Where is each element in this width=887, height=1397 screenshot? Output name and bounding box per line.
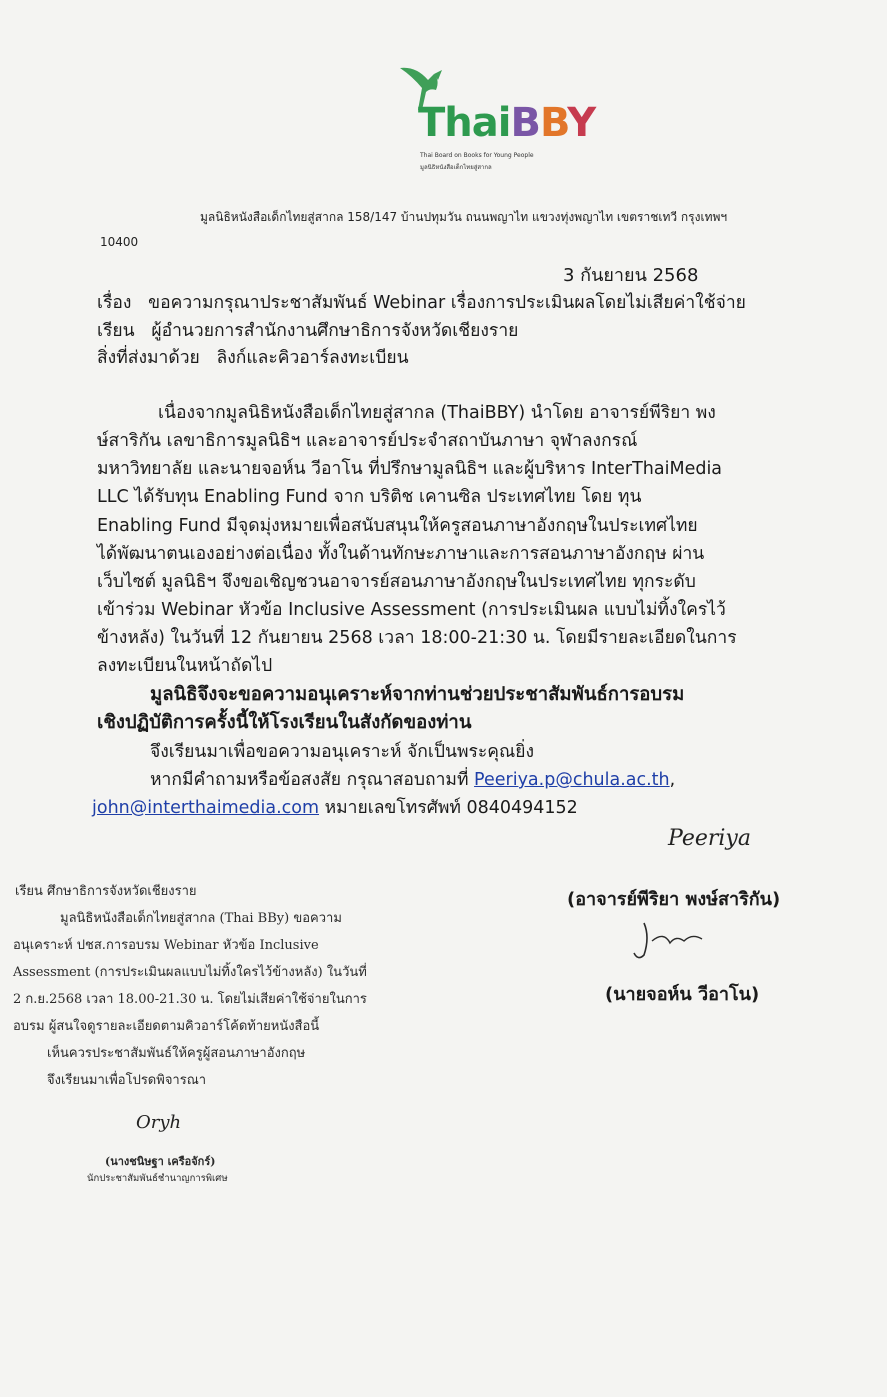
logo-tagline-en: Thai Board on Books for Young People <box>420 152 534 159</box>
memo-line: จึงเรียนมาเพื่อโปรดพิจารณา <box>47 1073 207 1088</box>
enclosure-label: สิ่งที่ส่งมาด้วย <box>97 348 200 368</box>
body-line: ข้างหลัง) ในวันที่ 12 กันยายน 2568 เวลา 18:00-21:30 น. โดยมีรายละเอียดในการ <box>97 628 737 648</box>
body-line: ษ์สาริกัน เลขาธิการมูลนิธิฯ และอาจารย์ประจำสถาบันภาษา จุฬาลงกรณ์ <box>97 431 638 451</box>
request-line-1: มูลนิธิจึงจะขอความอนุเคราะห์จากท่านช่วยประชาสัมพันธ์การอบรม <box>150 684 685 705</box>
email-link-john[interactable]: john@interthaimedia.com <box>92 798 320 818</box>
memo-line: เห็นควรประชาสัมพันธ์ให้ครูผู้สอนภาษาอังกฤษ <box>47 1046 306 1061</box>
logo-wordmark: ThaiBBY <box>418 100 596 146</box>
to-row <box>97 316 518 344</box>
body-line: เข้าร่วม Webinar หัวข้อ Inclusive Assessment (การประเมินผล แบบไม่ทิ้งใครไว้ <box>97 600 726 620</box>
to-text: ผู้อำนวยการสำนักงานศึกษาธิการจังหวัดเชียงราย <box>151 321 519 341</box>
memo-line: เรียน ศึกษาธิการจังหวัดเชียงราย <box>15 884 197 899</box>
memo-signature: Oryh <box>136 1112 182 1133</box>
memo-line: อบรม ผู้สนใจดูรายละเอียดตามคิวอาร์โค้ดท้ายหนังสือนี้ <box>13 1019 320 1034</box>
enclosure-text: ลิงก์และคิวอาร์ลงทะเบียน <box>216 348 409 368</box>
memo-line: Assessment (การประเมินผลแบบไม่ทิ้งใครไว้ข้างหลัง) ในวันที่ <box>13 965 367 980</box>
request-line-2: เชิงปฏิบัติการครั้งนี้ให้โรงเรียนในสังกัดของท่าน <box>97 712 472 733</box>
memo-line: 2 ก.ย.2568 เวลา 18.00-21.30 น. โดยไม่เสียค่าใช้จ่ายในการ <box>13 992 367 1007</box>
subject-text: ขอความกรุณาประชาสัมพันธ์ Webinar เรื่องการประเมินผลโดยไม่เสียค่าใช้จ่าย <box>148 293 746 313</box>
address-line-2: 10400 <box>100 235 139 249</box>
subject-label: เรื่อง <box>97 293 132 313</box>
thaibby-logo <box>396 62 596 174</box>
body-line: เนื่องจากมูลนิธิหนังสือเด็กไทยสู่สากล (ThaiBBY) นำโดย อาจารย์พีริยา พง <box>158 403 716 423</box>
closing-line: จึงเรียนมาเพื่อขอความอนุเคราะห์ จักเป็นพระคุณยิ่ง <box>150 742 535 762</box>
address-line-1: มูลนิธิหนังสือเด็กไทยสู่สากล 158/147 บ้านปทุมวัน ถนนพญาไท แขวงทุ่งพญาไท เขตราชเทวี กรุงเทพฯ <box>200 210 728 224</box>
body-line: Enabling Fund มีจุดมุ่งหมายเพื่อสนับสนุนให้ครูสอนภาษาอังกฤษในประเทศไทย <box>97 516 698 536</box>
body-line: เว็บไซต์ มูลนิธิฯ จึงขอเชิญชวนอาจารย์สอนภาษาอังกฤษในประเทศไทย ทุกระดับ <box>97 572 696 592</box>
signer-name-1: (อาจารย์พีริยา พงษ์สาริกัน) <box>567 889 781 910</box>
memo-line: อนุเคราะห์ ปชส.การอบรม Webinar หัวข้อ Inclusive <box>13 938 319 953</box>
signer-name-2: (นายจอห์น วีอาโน) <box>605 984 760 1005</box>
memo-signer-title: นักประชาสัมพันธ์ชำนาญการพิเศษ <box>87 1173 228 1184</box>
to-label: เรียน <box>97 321 135 341</box>
subject-row <box>97 288 746 316</box>
contact-prefix: หากมีคำถามหรือข้อสงสัย กรุณาสอบถามที่ <box>150 770 475 790</box>
phone-text: หมายเลขโทรศัพท์ 0840494152 <box>319 798 578 818</box>
contact-row-2 <box>92 793 578 821</box>
email-link-peeriya[interactable]: Peeriya.p@chula.ac.th <box>474 770 670 790</box>
letter-date: 3 กันยายน 2568 <box>563 265 699 286</box>
body-line: ได้พัฒนาตนเองอย่างต่อเนื่อง ทั้งในด้านทักษะภาษาและการสอนภาษาอังกฤษ ผ่าน <box>97 544 705 564</box>
body-line: LLC ได้รับทุน Enabling Fund จาก บริติช เคานซิล ประเทศไทย โดย ทุน <box>97 487 642 507</box>
memo-signer-name: (นางชนิษฐา เครือจักร์) <box>105 1155 216 1168</box>
enclosure-row <box>97 343 409 371</box>
logo-tagline-th: มูลนิธิหนังสือเด็กไทยสู่สากล <box>420 164 492 171</box>
body-line: ลงทะเบียนในหน้าถัดไป <box>97 656 273 676</box>
contact-row: หากมีคำถามหรือข้อสงสัย กรุณาสอบถามที่ Peeriya.p@chula.ac.th, <box>150 770 676 790</box>
body-line: มหาวิทยาลัย และนายจอห์น วีอาโน ที่ปรึกษามูลนิธิฯ และผู้บริหาร InterThaiMedia <box>97 459 723 479</box>
memo-line: มูลนิธิหนังสือเด็กไทยสู่สากล (Thai BBy) ขอความ <box>60 911 342 926</box>
signature-peeriya: Peeriya <box>668 826 751 851</box>
